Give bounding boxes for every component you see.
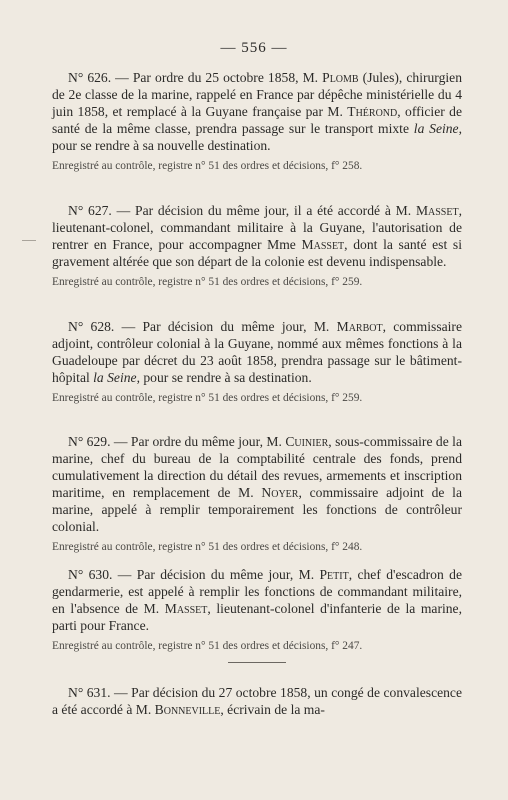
entry-631 [52, 684, 462, 718]
entry-paragraph: N° 630. — Par décision du même jour, M. Petit, chef d'escadron de gendarmerie, est appelé à remplir les fonctions de commandant militaire, en l'absence de M. Masset, lieutenant-colonel d'infanterie de la marine, parti pour France. [52, 567, 462, 633]
margin-mark [22, 240, 36, 241]
registration-note: Enregistré au contrôle, registre n° 51 des ordres et décisions, f° 259. [52, 276, 363, 288]
entry-paragraph: N° 626. — Par ordre du 25 octobre 1858, M. Plomb (Jules), chirurgien de 2e classe de la marine, rappelé en France par dépêche ministérielle du 4 juin 1858, et remplacé à la Guyane française par M. Thérond, officier de santé de la même classe, prendra passage sur le transport mixte la Seine, pour se rendre à sa nouvelle destination. [52, 70, 463, 153]
entry-630 [52, 566, 462, 653]
entry-627 [52, 202, 462, 289]
entry-628 [52, 318, 462, 405]
entry-paragraph: N° 627. — Par décision du même jour, il a été accordé à M. Masset, lieutenant-colonel, commandant militaire à la Guyane, l'autorisation de rentrer en France, pour accompagner Mme Masset, dont la santé est si gravement altérée que son départ de la colonie est devenu indispensable. [52, 203, 462, 269]
entry-paragraph: N° 631. — Par décision du 27 octobre 1858, un congé de convalescence a été accordé à M. Bonneville, écrivain de la ma- [52, 685, 462, 717]
section-divider [228, 662, 286, 663]
registration-note: Enregistré au contrôle, registre n° 51 des ordres et décisions, f° 259. [52, 392, 363, 404]
registration-note: Enregistré au contrôle, registre n° 51 des ordres et décisions, f° 258. [52, 160, 363, 172]
entry-629 [52, 433, 462, 554]
entry-paragraph: N° 628. — Par décision du même jour, M. Marbot, commissaire adjoint, contrôleur colonial à la Guyane, nommé aux mêmes fonctions à la Guadeloupe par décret du 23 août 1858, prendra passage sur le bâtiment-hôpital la Seine, pour se rendre à sa destination. [52, 319, 462, 385]
page-number: — 556 — [220, 40, 288, 56]
registration-note: Enregistré au contrôle, registre n° 51 des ordres et décisions, f° 247. [52, 640, 363, 652]
entry-626 [52, 69, 462, 173]
registration-note: Enregistré au contrôle, registre n° 51 des ordres et décisions, f° 248. [52, 541, 363, 553]
entry-paragraph: N° 629. — Par ordre du même jour, M. Cuinier, sous-commissaire de la marine, chef du bureau de la comptabilité centrale des fonds, prend cumulativement la direction du détail des revues, armements et inscription maritime, en remplacement de M. Noyer, commissaire adjoint de la marine, appelé à remplir temporairement les fonctions de contrôleur colonial. [52, 434, 462, 534]
